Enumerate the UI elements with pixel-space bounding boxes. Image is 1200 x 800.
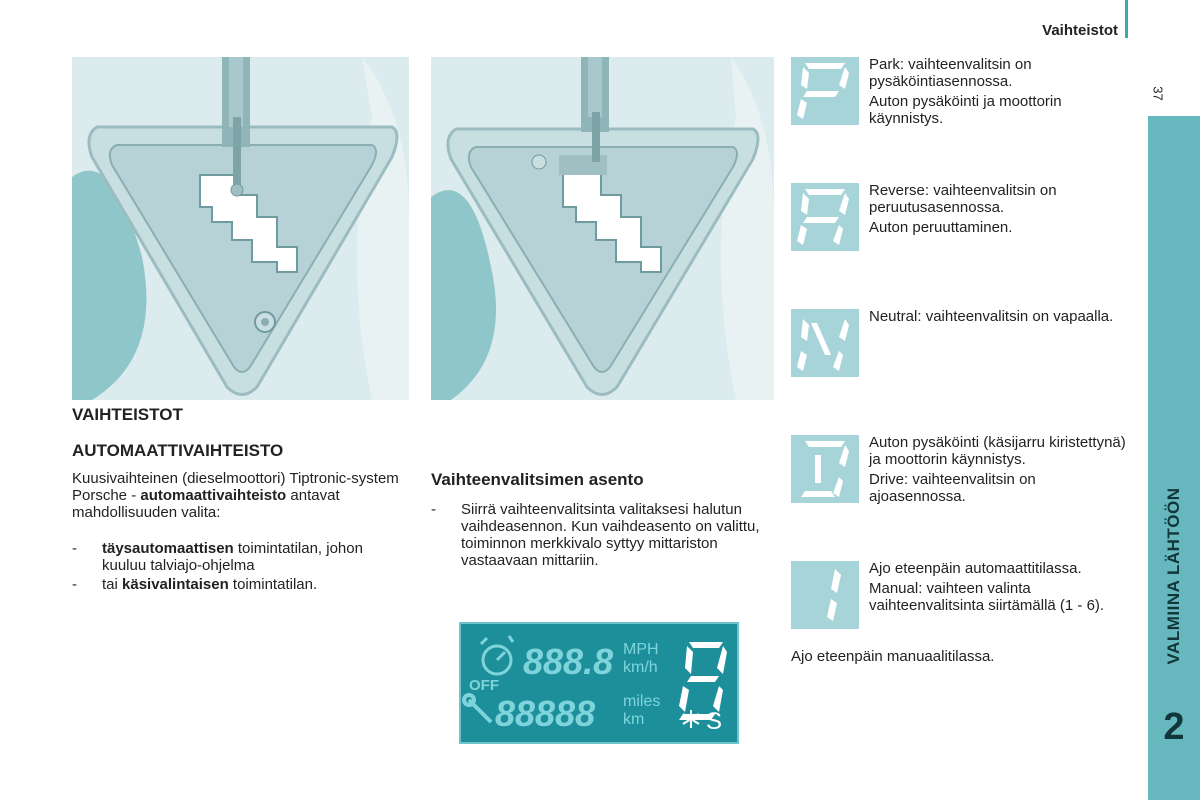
gear-p-icon xyxy=(791,57,859,125)
intro-paragraph: Kuusivaihteinen (dieselmoottori) Tiptronic-system Porsche - automaattivaihteisto antavat mahdollisuuden valita: xyxy=(72,470,399,521)
sport-mode-label: S xyxy=(706,708,723,735)
section-heading: VAIHTEISTOT xyxy=(72,405,183,424)
gear-selector-automatic-photo xyxy=(72,57,409,400)
manual-mode-note: Ajo eteenpäin manuaalitilassa. xyxy=(791,648,995,665)
list-item: - tai käsivalintaisen toimintatilan. xyxy=(72,576,318,593)
gear-n-description: Neutral: vaihteenvalitsin on vapaalla. xyxy=(869,308,1114,325)
chapter-tab xyxy=(1148,116,1200,800)
running-header: Vaihteistot xyxy=(1042,22,1118,39)
unit-km: km xyxy=(623,711,645,728)
gear-1-description: Ajo eteenpäin automaattitilassa. Manual: vaihteen valinta vaihteenvalitsinta siirtämällä (1 - 6). xyxy=(869,560,1105,614)
gear-position-heading: Vaihteenvalitsimen asento xyxy=(431,470,644,489)
chapter-tab-label: VALMIINA LÄHTÖÖN xyxy=(1164,487,1183,665)
gear-d-icon xyxy=(791,435,859,503)
gear-1-icon xyxy=(791,561,859,629)
instrument-display xyxy=(459,622,739,744)
unit-miles: miles xyxy=(623,693,661,710)
unit-kmh: km/h xyxy=(623,659,658,676)
gear-p-description: Park: vaihteenvalitsin on pysäköintiasennossa. Auton pysäköinti ja moottorin käynnistys. xyxy=(869,56,1062,127)
gear-selector-manual-photo xyxy=(431,57,774,400)
odometer-top-digits: 888.8 xyxy=(523,641,614,682)
page-number: 37 xyxy=(1150,86,1166,101)
list-item: - Siirrä vaihteenvalitsinta valitaksesi halutun vaihdeasennon. Kun vaihdeasento on valittu, toiminnon merkkivalo syttyy mittariston vastaavaan mittariin. xyxy=(431,501,760,569)
gear-r-description: Reverse: vaihteenvalitsin on peruutusasennossa. Auton peruuttaminen. xyxy=(869,182,1057,236)
section-subheading: AUTOMAATTIVAIHTEISTO xyxy=(72,441,284,460)
unit-mph: MPH xyxy=(623,641,659,658)
odometer-bottom-digits: 88888 xyxy=(495,693,596,734)
gauge-icon xyxy=(481,636,513,674)
off-label: OFF xyxy=(469,677,499,694)
header-rule xyxy=(1125,0,1128,38)
gear-r-icon xyxy=(791,183,859,251)
gear-n-icon xyxy=(791,309,859,377)
wrench-icon xyxy=(464,695,491,722)
list-item: - täysautomaattisen toimintatilan, johon kuuluu talviajo-ohjelma xyxy=(72,540,363,574)
gear-d-description: Auton pysäköinti (käsijarru kiristettynä) ja moottorin käynnistys. Drive: vaihteenvalitsin on ajoasennossa. xyxy=(869,434,1126,505)
chapter-number: 2 xyxy=(1163,706,1185,748)
